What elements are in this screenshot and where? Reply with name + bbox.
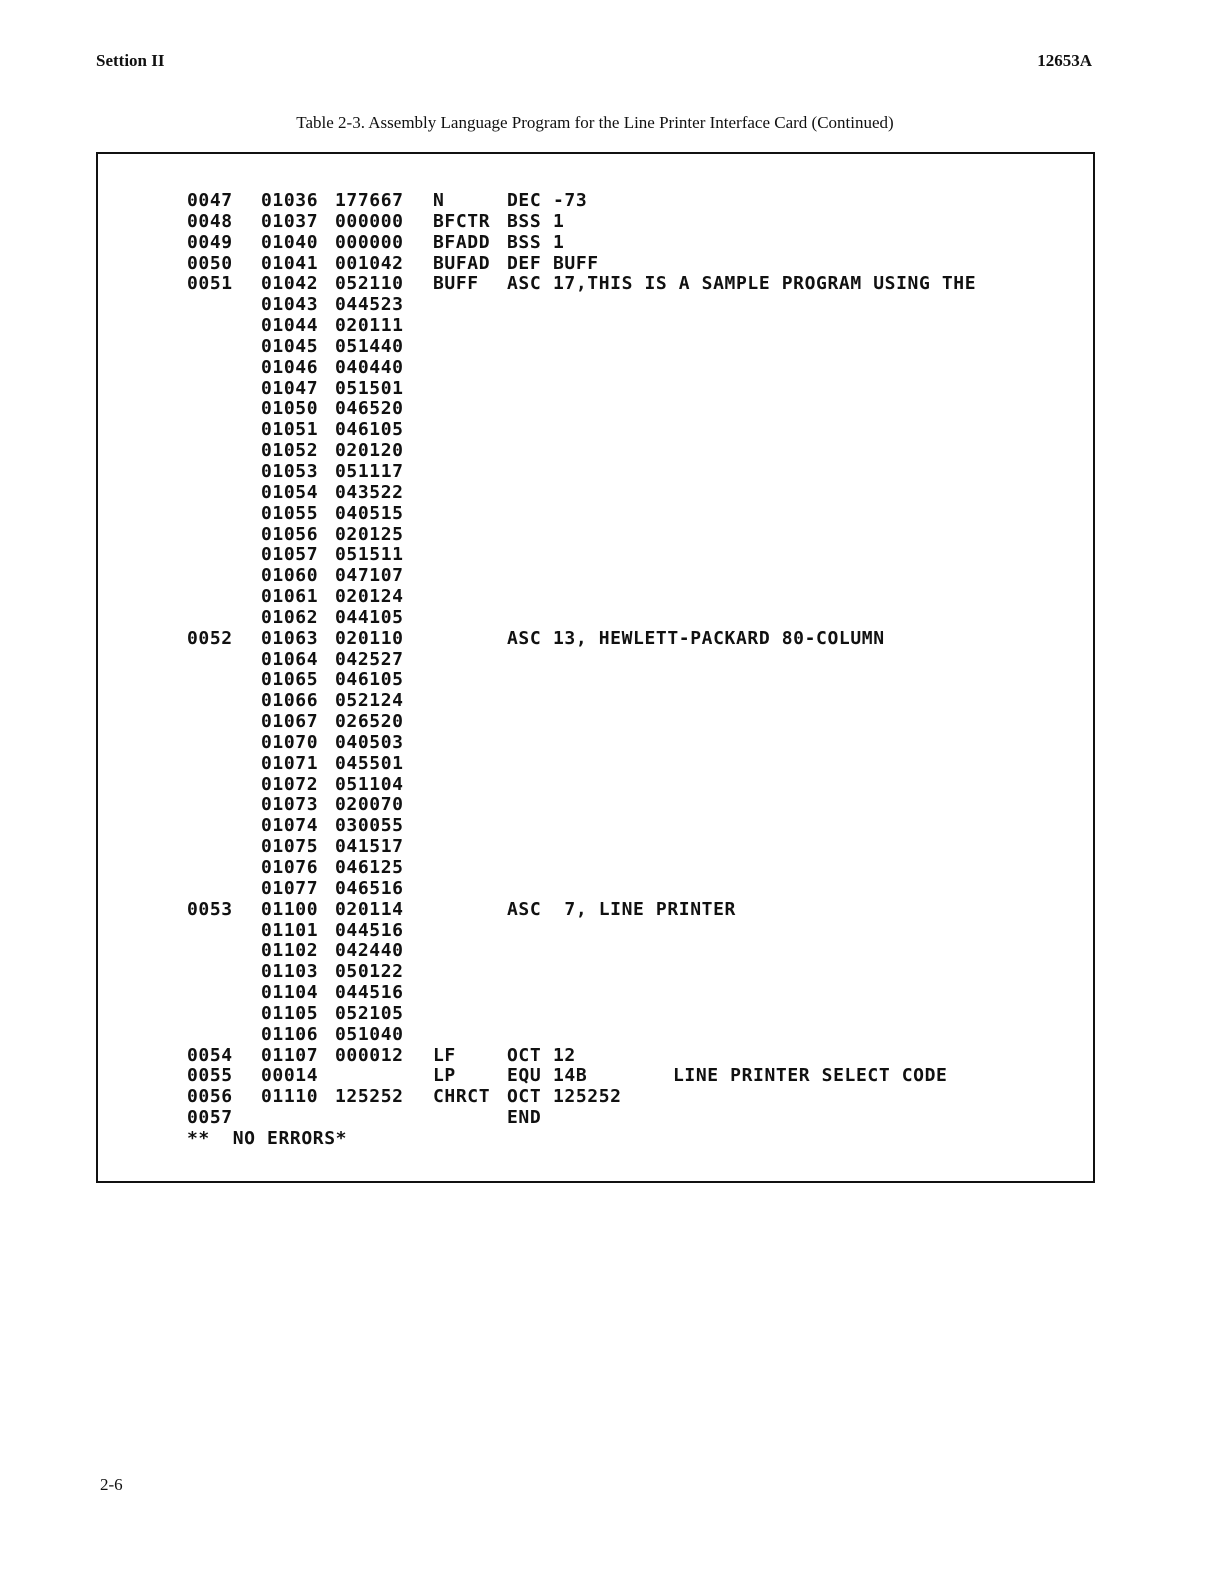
listing-code: 046105 bbox=[335, 669, 404, 691]
listing-addr: 01073 bbox=[261, 794, 319, 816]
listing-operand: 17,THIS IS A SAMPLE PROGRAM USING THE bbox=[553, 273, 977, 295]
listing-code: 020114 bbox=[335, 898, 404, 920]
listing-code: 046516 bbox=[335, 877, 404, 899]
listing-row bbox=[187, 691, 948, 712]
listing-addr: 01063 bbox=[261, 627, 319, 649]
listing-addr: 01051 bbox=[261, 419, 319, 441]
listing-code: 044516 bbox=[335, 982, 404, 1004]
listing-addr: 01041 bbox=[261, 252, 319, 274]
listing-addr: 01053 bbox=[261, 460, 319, 482]
listing-row bbox=[187, 837, 948, 858]
listing-code: 040515 bbox=[335, 502, 404, 524]
listing-addr: 01071 bbox=[261, 752, 319, 774]
listing-label: BFADD bbox=[433, 231, 491, 253]
listing-code: 043522 bbox=[335, 481, 404, 503]
listing-code: 051104 bbox=[335, 773, 404, 795]
listing-op: END bbox=[507, 1107, 542, 1129]
listing-row bbox=[187, 941, 948, 962]
table-caption: Table 2-3. Assembly Language Program for the Line Printer Interface Card (Continued) bbox=[296, 113, 894, 132]
listing-row bbox=[187, 900, 948, 921]
listing-addr: 01105 bbox=[261, 1002, 319, 1024]
listing-row bbox=[187, 629, 948, 650]
listing-label: BFCTR bbox=[433, 210, 491, 232]
listing-code: 000000 bbox=[335, 231, 404, 253]
listing-seq: 0055 bbox=[187, 1065, 233, 1087]
listing-addr: 01036 bbox=[261, 190, 319, 211]
listing-row bbox=[187, 358, 948, 379]
listing-addr: 01037 bbox=[261, 210, 319, 232]
listing-code: 000012 bbox=[335, 1044, 404, 1066]
listing-addr: 01045 bbox=[261, 335, 319, 357]
listing-code: 044523 bbox=[335, 294, 404, 316]
listing-addr: 01102 bbox=[261, 940, 319, 962]
listing-code: 125252 bbox=[335, 1086, 404, 1108]
listing-row bbox=[187, 733, 948, 754]
page-number: 2-6 bbox=[100, 1475, 123, 1494]
listing-row bbox=[187, 858, 948, 879]
listing-row bbox=[187, 566, 948, 587]
section-header: Settion II bbox=[96, 51, 165, 70]
listing-operand: BUFF bbox=[553, 252, 599, 274]
listing-addr: 00014 bbox=[261, 1065, 319, 1087]
listing-code: 026520 bbox=[335, 711, 404, 733]
listing-addr: 01047 bbox=[261, 377, 319, 399]
listing-addr: 01042 bbox=[261, 273, 319, 295]
listing-label: LP bbox=[433, 1065, 456, 1087]
listing-row bbox=[187, 1025, 948, 1046]
listing-addr: 01104 bbox=[261, 982, 319, 1004]
listing-row bbox=[187, 1066, 948, 1087]
listing-row bbox=[187, 462, 948, 483]
listing-row bbox=[187, 775, 948, 796]
listing-addr: 01072 bbox=[261, 773, 319, 795]
listing-op: ASC bbox=[507, 627, 542, 649]
assembly-listing bbox=[187, 190, 977, 1150]
listing-op: EQU bbox=[507, 1065, 542, 1087]
listing-row bbox=[187, 587, 948, 608]
listing-code: 020070 bbox=[335, 794, 404, 816]
listing-code: 052124 bbox=[335, 690, 404, 712]
listing-row bbox=[187, 795, 948, 816]
listing-row bbox=[187, 1108, 948, 1129]
listing-addr: 01055 bbox=[261, 502, 319, 524]
listing-code: 020111 bbox=[335, 315, 404, 337]
listing-row bbox=[187, 816, 948, 837]
listing-row bbox=[187, 233, 948, 254]
listing-row bbox=[187, 921, 948, 942]
listing-code: 044516 bbox=[335, 919, 404, 941]
listing-row bbox=[187, 337, 948, 358]
listing-op: OCT bbox=[507, 1044, 542, 1066]
listing-code: 001042 bbox=[335, 252, 404, 274]
listing-code: 042440 bbox=[335, 940, 404, 962]
listing-code: 051511 bbox=[335, 544, 404, 566]
listing-row bbox=[187, 316, 948, 337]
listing-row bbox=[187, 399, 948, 420]
listing-operand: 14B bbox=[553, 1065, 588, 1087]
listing-code: 051117 bbox=[335, 460, 404, 482]
listing-seq: 0048 bbox=[187, 210, 233, 232]
listing-addr: 01043 bbox=[261, 294, 319, 316]
listing-addr: 01101 bbox=[261, 919, 319, 941]
listing-addr: 01044 bbox=[261, 315, 319, 337]
listing-row bbox=[187, 191, 948, 212]
listing-code: 047107 bbox=[335, 565, 404, 587]
listing-operand: 1 bbox=[553, 210, 565, 232]
listing-addr: 01077 bbox=[261, 877, 319, 899]
listing-row bbox=[187, 983, 948, 1004]
listing-row bbox=[187, 879, 948, 900]
listing-code: 030055 bbox=[335, 815, 404, 837]
listing-code: 051040 bbox=[335, 1023, 404, 1045]
listing-code: 020110 bbox=[335, 627, 404, 649]
listing-comment: LINE PRINTER SELECT CODE bbox=[673, 1065, 948, 1087]
listing-operand: 1 bbox=[553, 231, 565, 253]
listing-operand: 12 bbox=[553, 1044, 576, 1066]
listing-seq: 0054 bbox=[187, 1044, 233, 1066]
listing-summary: ** NO ERRORS* bbox=[187, 1127, 348, 1149]
listing-seq: 0049 bbox=[187, 231, 233, 253]
listing-row bbox=[187, 1087, 948, 1108]
listing-addr: 01070 bbox=[261, 731, 319, 753]
listing-code: 050122 bbox=[335, 961, 404, 983]
listing-addr: 01052 bbox=[261, 440, 319, 462]
listing-addr: 01040 bbox=[261, 231, 319, 253]
listing-op: ASC bbox=[507, 898, 542, 920]
listing-addr: 01062 bbox=[261, 606, 319, 628]
listing-seq: 0057 bbox=[187, 1107, 233, 1129]
listing-frame bbox=[96, 152, 1095, 1183]
listing-addr: 01056 bbox=[261, 523, 319, 545]
listing-addr: 01064 bbox=[261, 648, 319, 670]
listing-addr: 01050 bbox=[261, 398, 319, 420]
listing-code: 020124 bbox=[335, 586, 404, 608]
listing-label: BUFF bbox=[433, 273, 479, 295]
listing-row bbox=[187, 608, 948, 629]
listing-seq: 0047 bbox=[187, 190, 233, 211]
listing-label: N bbox=[433, 190, 445, 211]
listing-addr: 01060 bbox=[261, 565, 319, 587]
listing-row bbox=[187, 273, 977, 295]
listing-code: 020120 bbox=[335, 440, 404, 462]
listing-row bbox=[187, 525, 948, 546]
listing-code: 045501 bbox=[335, 752, 404, 774]
listing-seq: 0051 bbox=[187, 273, 233, 295]
listing-code: 044105 bbox=[335, 606, 404, 628]
listing-addr: 01067 bbox=[261, 711, 319, 733]
listing-addr: 01100 bbox=[261, 898, 319, 920]
listing-code: 051501 bbox=[335, 377, 404, 399]
listing-row bbox=[187, 712, 948, 733]
listing-code: 046105 bbox=[335, 419, 404, 441]
listing-row bbox=[187, 212, 948, 233]
listing-operand: 13, HEWLETT-PACKARD 80-COLUMN bbox=[553, 627, 885, 649]
listing-code: 042527 bbox=[335, 648, 404, 670]
listing-op: BSS bbox=[507, 210, 542, 232]
listing-row bbox=[187, 379, 948, 400]
listing-row bbox=[187, 962, 948, 983]
listing-row bbox=[187, 483, 948, 504]
listing-label: BUFAD bbox=[433, 252, 491, 274]
listing-addr: 01057 bbox=[261, 544, 319, 566]
listing-code: 000000 bbox=[335, 210, 404, 232]
listing-addr: 01106 bbox=[261, 1023, 319, 1045]
document-id: 12653A bbox=[1037, 51, 1092, 70]
listing-seq: 0052 bbox=[187, 627, 233, 649]
listing-row bbox=[187, 254, 948, 275]
listing-code: 041517 bbox=[335, 836, 404, 858]
listing-addr: 01066 bbox=[261, 690, 319, 712]
listing-code: 040440 bbox=[335, 356, 404, 378]
listing-label: CHRCT bbox=[433, 1086, 491, 1108]
listing-row bbox=[187, 754, 948, 775]
listing-operand: 125252 bbox=[553, 1086, 622, 1108]
listing-row bbox=[187, 420, 948, 441]
listing-op: BSS bbox=[507, 231, 542, 253]
listing-row bbox=[187, 441, 948, 462]
listing-operand: 7, LINE PRINTER bbox=[553, 898, 736, 920]
listing-addr: 01107 bbox=[261, 1044, 319, 1066]
listing-addr: 01054 bbox=[261, 481, 319, 503]
listing-row bbox=[187, 670, 948, 691]
listing-row bbox=[187, 1004, 948, 1025]
listing-code: 040503 bbox=[335, 731, 404, 753]
listing-addr: 01065 bbox=[261, 669, 319, 691]
listing-addr: 01076 bbox=[261, 857, 319, 878]
listing-seq: 0050 bbox=[187, 252, 233, 274]
listing-code: 052110 bbox=[335, 273, 404, 295]
listing-code: 046125 bbox=[335, 857, 404, 878]
listing-op: OCT bbox=[507, 1086, 542, 1108]
listing-addr: 01103 bbox=[261, 961, 319, 983]
listing-row bbox=[187, 650, 948, 671]
listing-code: 052105 bbox=[335, 1002, 404, 1024]
listing-op: DEC bbox=[507, 190, 542, 211]
listing-addr: 01110 bbox=[261, 1086, 319, 1108]
listing-row bbox=[187, 545, 948, 566]
listing-row bbox=[187, 504, 948, 525]
listing-code: 177667 bbox=[335, 190, 404, 211]
listing-label: LF bbox=[433, 1044, 456, 1066]
listing-operand: -73 bbox=[553, 190, 588, 211]
listing-row bbox=[187, 295, 948, 316]
listing-row bbox=[187, 1046, 948, 1067]
listing-seq: 0056 bbox=[187, 1086, 233, 1108]
listing-code: 020125 bbox=[335, 523, 404, 545]
listing-addr: 01075 bbox=[261, 836, 319, 858]
listing-op: DEF bbox=[507, 252, 542, 274]
listing-addr: 01074 bbox=[261, 815, 319, 837]
listing-seq: 0053 bbox=[187, 898, 233, 920]
listing-addr: 01061 bbox=[261, 586, 319, 608]
listing-code: 046520 bbox=[335, 398, 404, 420]
listing-code: 051440 bbox=[335, 335, 404, 357]
listing-addr: 01046 bbox=[261, 356, 319, 378]
listing-op: ASC bbox=[507, 273, 542, 295]
